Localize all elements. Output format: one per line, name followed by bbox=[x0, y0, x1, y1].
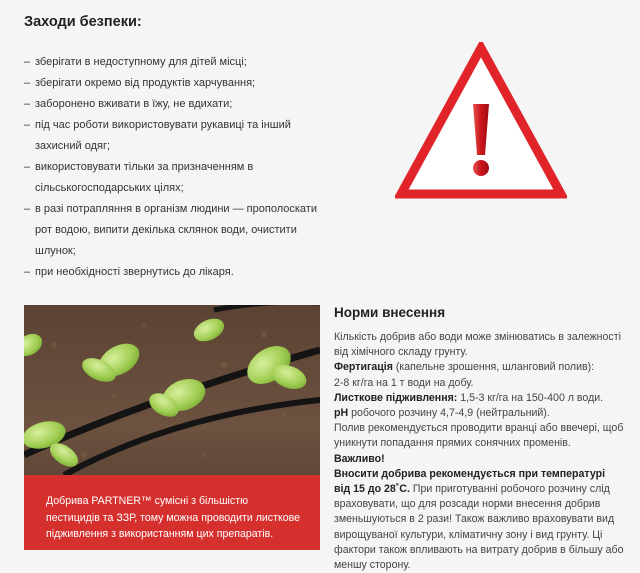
norms-title: Норми внесення bbox=[334, 305, 446, 320]
temperature-note: Вносити добрива рекомендується при температурі від 15 до 28˚С. При приготуванні робочого розчину слід враховувати, що для розсади норми внесення добрив зменьшуються в 2 рази! Також важливо враховувати вид вирощуваної культури, кліматичну зону і вид грунту. Ці фактори також впливають на витрату добрив в більшу або меншу сторону. bbox=[334, 467, 624, 572]
application-norms bbox=[334, 304, 624, 573]
norms-intro: Кількість добрив або води може змінюватись в залежності від хімічного складу грунту. bbox=[334, 331, 621, 359]
list-item: – заборонено вживати в їжу, не вдихати; bbox=[24, 98, 233, 110]
important-label: Важливо! bbox=[334, 452, 385, 465]
list-item: – при необхідності звернутись до лікаря. bbox=[24, 266, 234, 278]
fertigation-line: Фертигація (капельне зрошення, шланговий полив): bbox=[334, 361, 595, 374]
list-item: – використовувати тільки за призначенням в сільськогосподарських цілях; bbox=[24, 161, 254, 194]
fertigation-rate: 2-8 кг/га на 1 т води на добу. bbox=[334, 376, 474, 389]
safety-list bbox=[24, 52, 324, 283]
safety-title: Заходи безпеки: bbox=[24, 14, 142, 30]
ph-line: pH робочого розчину 4,7-4,9 (нейтральний). bbox=[334, 407, 550, 420]
foliar-line: Листкове підживлення: 1,5-3 кг/га на 150-400 л води. bbox=[334, 391, 604, 404]
watering-note: Полив рекомендується проводити вранці або ввечері, щоб уникнути попадання прямих сонячних променів. bbox=[334, 422, 624, 450]
list-item: – зберігати окремо від продуктів харчування; bbox=[24, 77, 256, 89]
list-item: – зберігати в недоступному для дітей місці; bbox=[24, 56, 247, 68]
compatibility-caption: Добрива PARTNER™ сумісні з більшістю пестицидів та ЗЗР, тому можна проводити листкове підживлення з використанням цих препаратів. bbox=[24, 475, 320, 550]
list-item: – під час роботи використовувати рукавиці та інший захисний одяг; bbox=[24, 119, 291, 152]
list-item: – в разі потрапляння в організм людини — прополоскати рот водою, випити декілька склянок води, очистити шлунок; bbox=[24, 203, 317, 257]
warning-triangle-icon bbox=[395, 42, 567, 200]
